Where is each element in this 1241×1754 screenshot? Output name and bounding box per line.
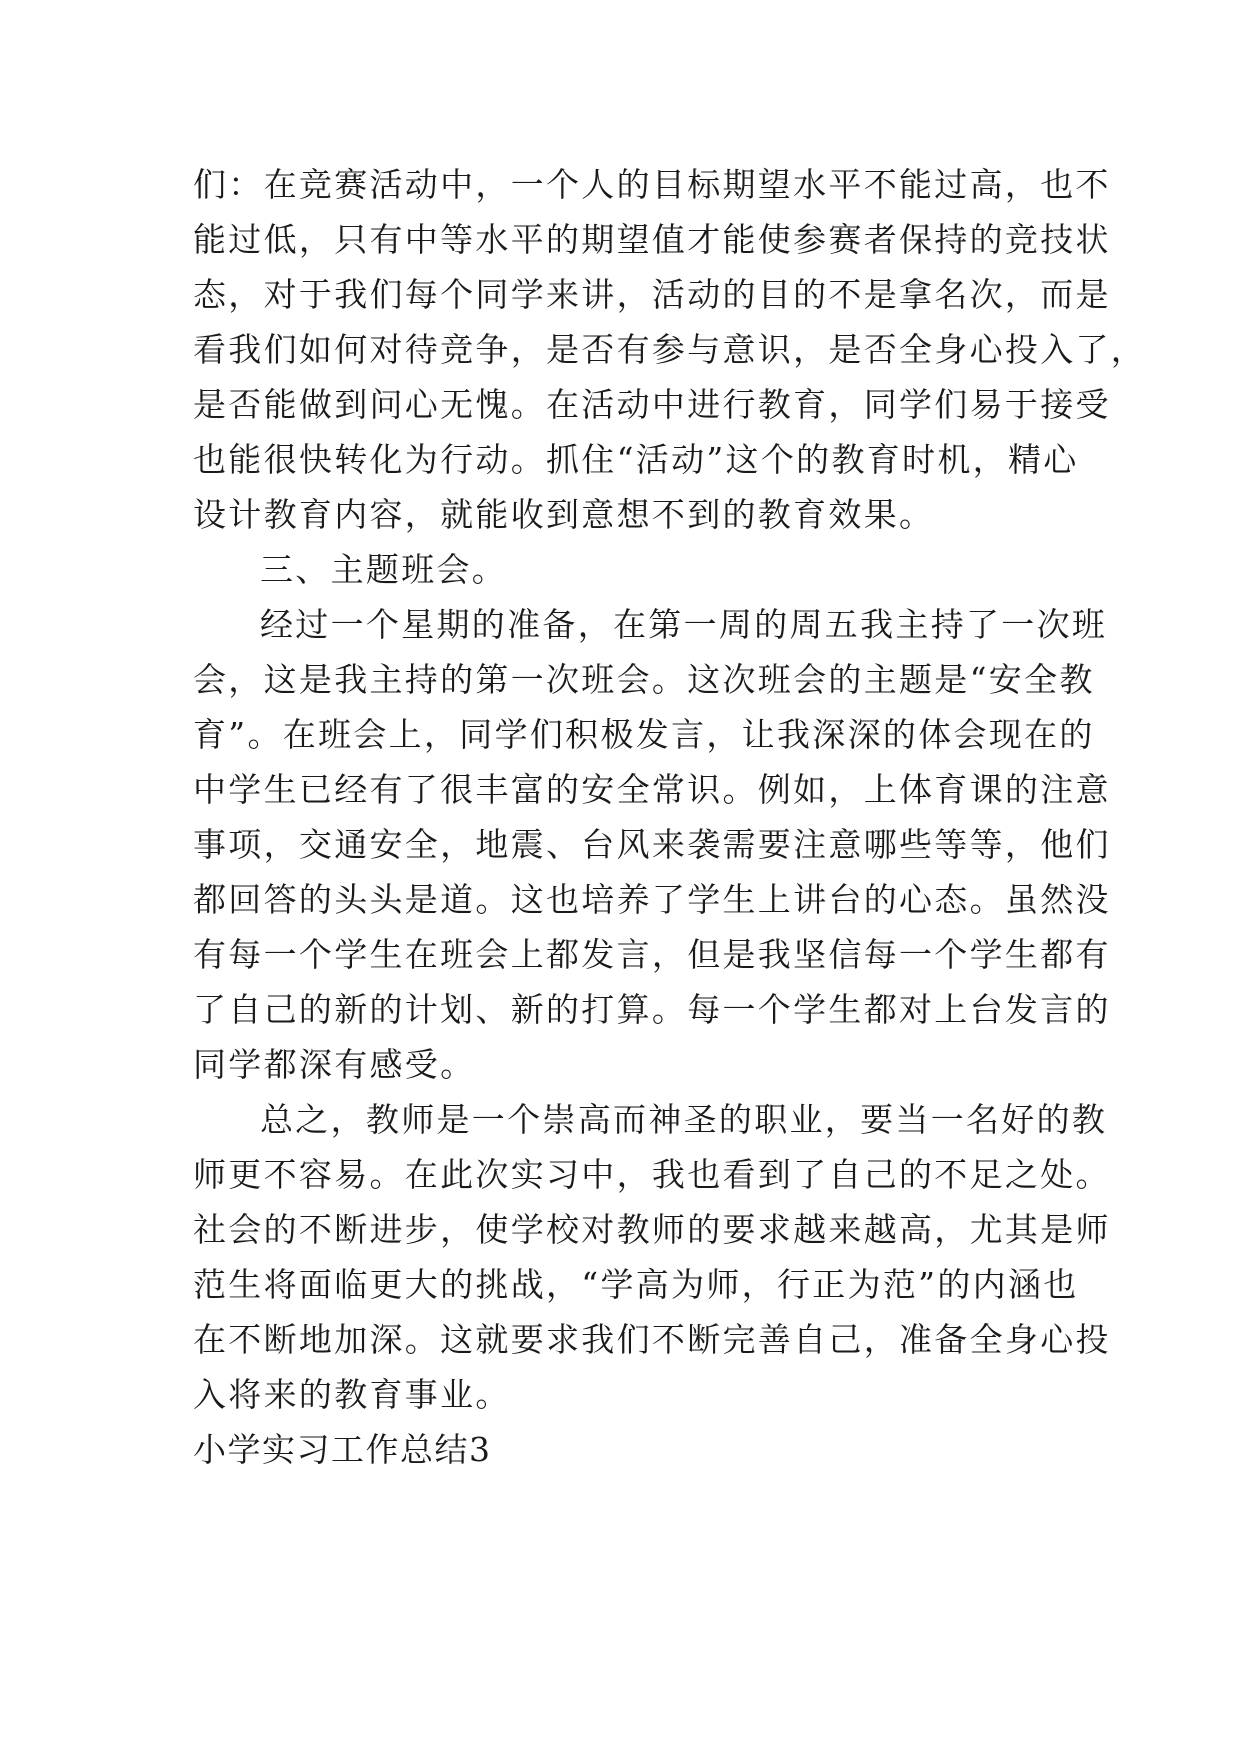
paragraph-line: 设计教育内容，就能收到意想不到的教育效果。 — [193, 495, 935, 534]
paragraph-line: 育”。在班会上，同学们积极发言，让我深深的体会现在的 — [193, 715, 1095, 754]
paragraph-line: 师更不容易。在此次实习中，我也看到了自己的不足之处。 — [193, 1155, 1111, 1194]
paragraph-line: 中学生已经有了很丰富的安全常识。例如，上体育课的注意 — [193, 770, 1111, 809]
paragraph-line: 了自己的新的计划、新的打算。每一个学生都对上台发言的 — [193, 990, 1111, 1029]
paragraph-line: 态，对于我们每个同学来讲，活动的目的不是拿名次，而是 — [193, 275, 1111, 314]
paragraph-line: 看我们如何对待竞争，是否有参与意识，是否全身心投入了， — [193, 330, 1147, 369]
paragraph-line: 社会的不断进步，使学校对教师的要求越来越高，尤其是师 — [193, 1210, 1111, 1249]
paragraph-line: 会，这是我主持的第一次班会。这次班会的主题是“安全教 — [193, 660, 1095, 699]
paragraph-line: 事项，交通安全，地震、台风来袭需要注意哪些等等，他们 — [193, 825, 1111, 864]
section-heading: 三、主题班会。 — [260, 550, 508, 589]
paragraph-line: 都回答的头头是道。这也培养了学生上讲台的心态。虽然没 — [193, 880, 1111, 919]
paragraph-line: 范生将面临更大的挑战，“学高为师，行正为范”的内涵也 — [193, 1265, 1079, 1304]
paragraph-line: 能过低，只有中等水平的期望值才能使参赛者保持的竞技状 — [193, 220, 1111, 259]
paragraph-line: 入将来的教育事业。 — [193, 1375, 511, 1414]
paragraph-line: 总之，教师是一个崇高而神圣的职业，要当一名好的教 — [260, 1100, 1108, 1139]
paragraph-line: 同学都深有感受。 — [193, 1045, 476, 1084]
paragraph-line: 有每一个学生在班会上都发言，但是我坚信每一个学生都有 — [193, 935, 1111, 974]
paragraph-line: 也能很快转化为行动。抓住“活动”这个的教育时机，精心 — [193, 440, 1079, 479]
document-title: 小学实习工作总结3 — [193, 1430, 492, 1469]
paragraph-line: 是否能做到问心无愧。在活动中进行教育，同学们易于接受 — [193, 385, 1111, 424]
paragraph-line: 经过一个星期的准备，在第一周的周五我主持了一次班 — [260, 605, 1108, 644]
paragraph-line: 在不断地加深。这就要求我们不断完善自己，准备全身心投 — [193, 1320, 1111, 1359]
paragraph-line: 们：在竞赛活动中，一个人的目标期望水平不能过高，也不 — [193, 165, 1111, 204]
